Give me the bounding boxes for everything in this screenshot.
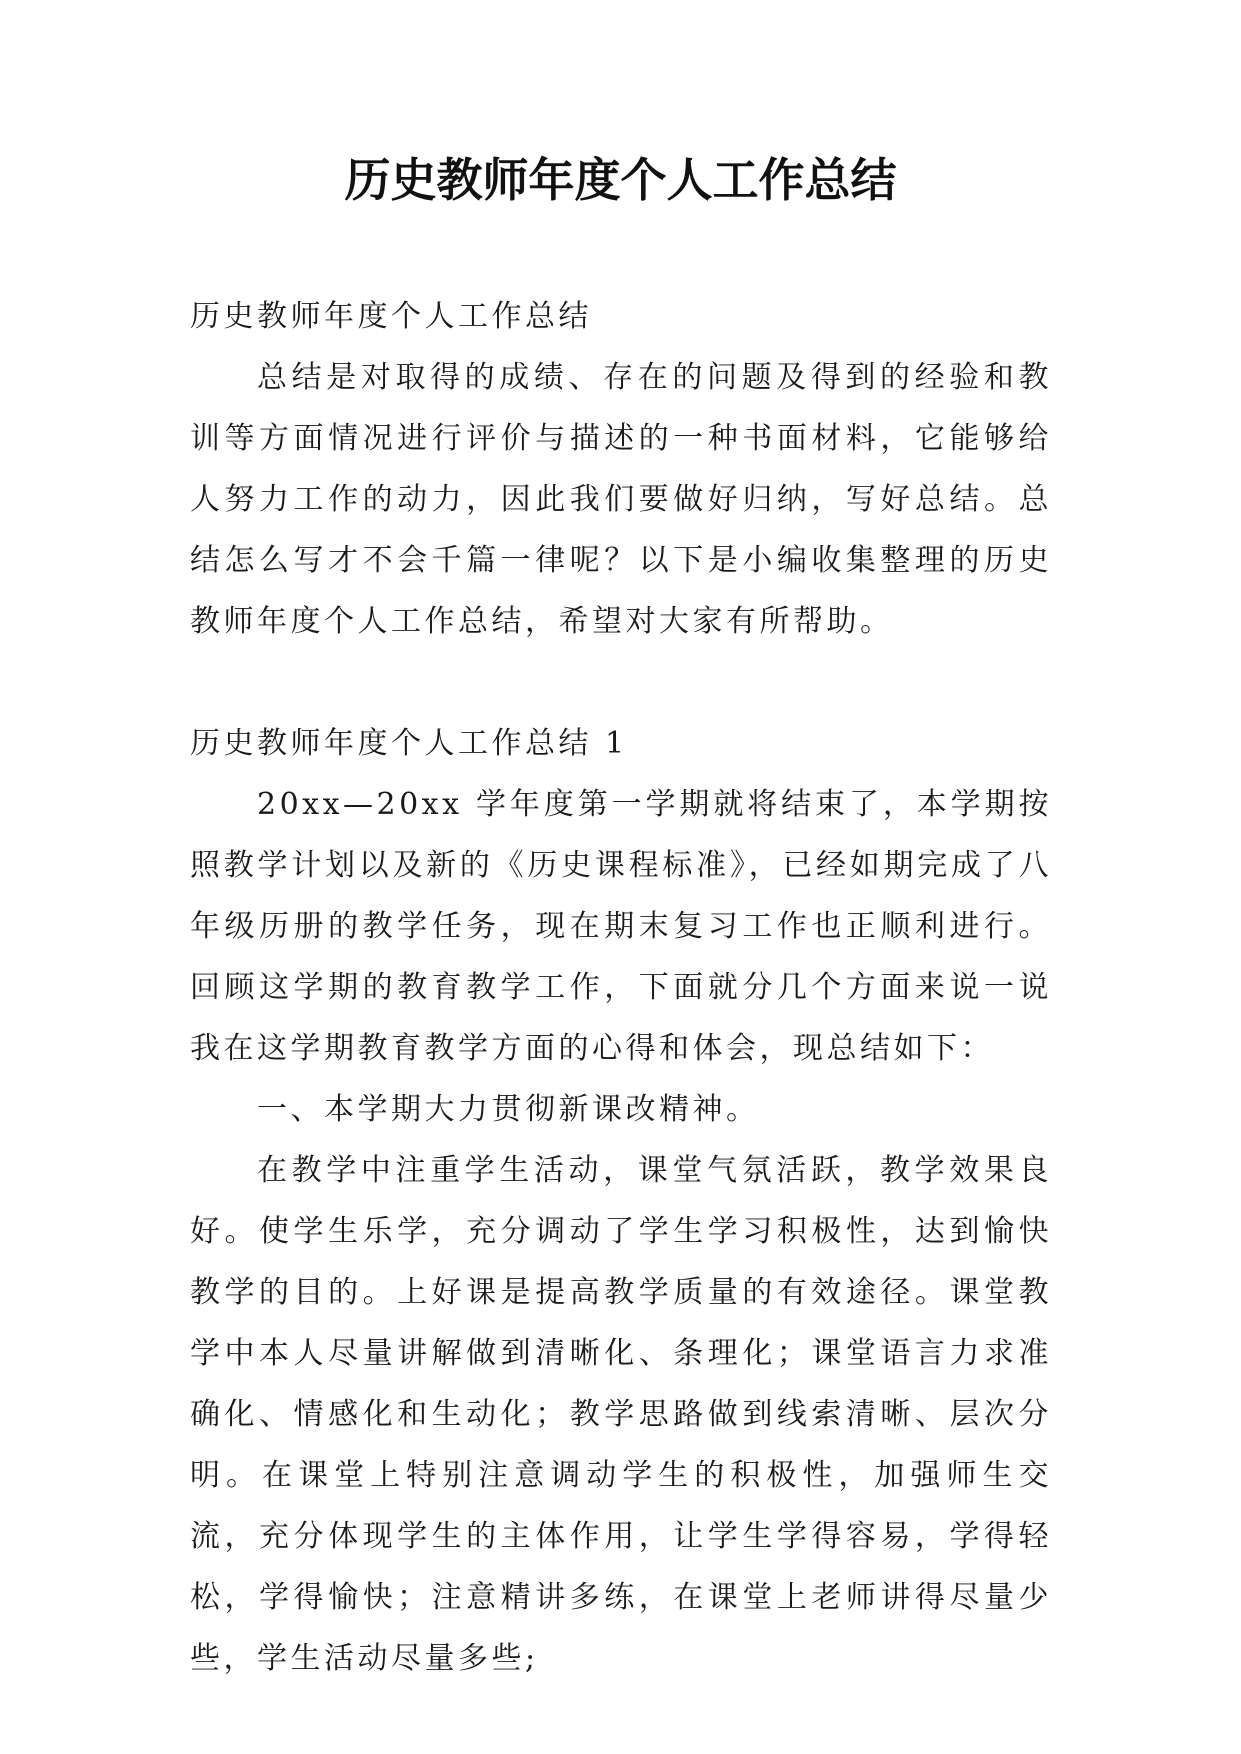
document-body — [190, 286, 1052, 1689]
section-paragraph-1: 20xx—20xx 学年度第一学期就将结束了，本学期按照教学计划以及新的《历史课程标准》，已经如期完成了八年级历册的教学任务，现在期末复习工作也正顺利进行。回顾这学期的教育教学工作，下面就分几个方面来说一说我在这学期教育教学方面的心得和体会，现总结如下： — [190, 787, 1052, 1066]
section-spacer — [190, 652, 1052, 713]
section-paragraph-2: 在教学中注重学生活动，课堂气氛活跃，教学效果良好。使学生乐学，充分调动了学生学习积极性，达到愉快教学的目的。上好课是提高教学质量的有效途径。课堂教学中本人尽量讲解做到清晰化、条理化；课堂语言力求准确化、情感化和生动化；教学思路做到线索清晰、层次分明。在课堂上特别注意调动学生的积极性，加强师生交流，充分体现学生的主体作用，让学生学得容易，学得轻松，学得愉快；注意精讲多练，在课堂上老师讲得尽量少些，学生活动尽量多些; — [190, 1153, 1052, 1676]
intro-paragraph: 总结是对取得的成绩、存在的问题及得到的经验和教训等方面情况进行评价与描述的一种书面材料，它能够给人努力工作的动力，因此我们要做好归纳，写好总结。总结怎么写才不会千篇一律呢？以下是小编收集整理的历史教师年度个人工作总结，希望对大家有所帮助。 — [190, 360, 1052, 639]
document-title: 历史教师年度个人工作总结 — [344, 153, 897, 207]
intro-heading: 历史教师年度个人工作总结 — [190, 299, 592, 334]
section-heading: 历史教师年度个人工作总结 1 — [190, 726, 628, 761]
section-subheading: 一、本学期大力贯彻新课改精神。 — [257, 1092, 760, 1127]
